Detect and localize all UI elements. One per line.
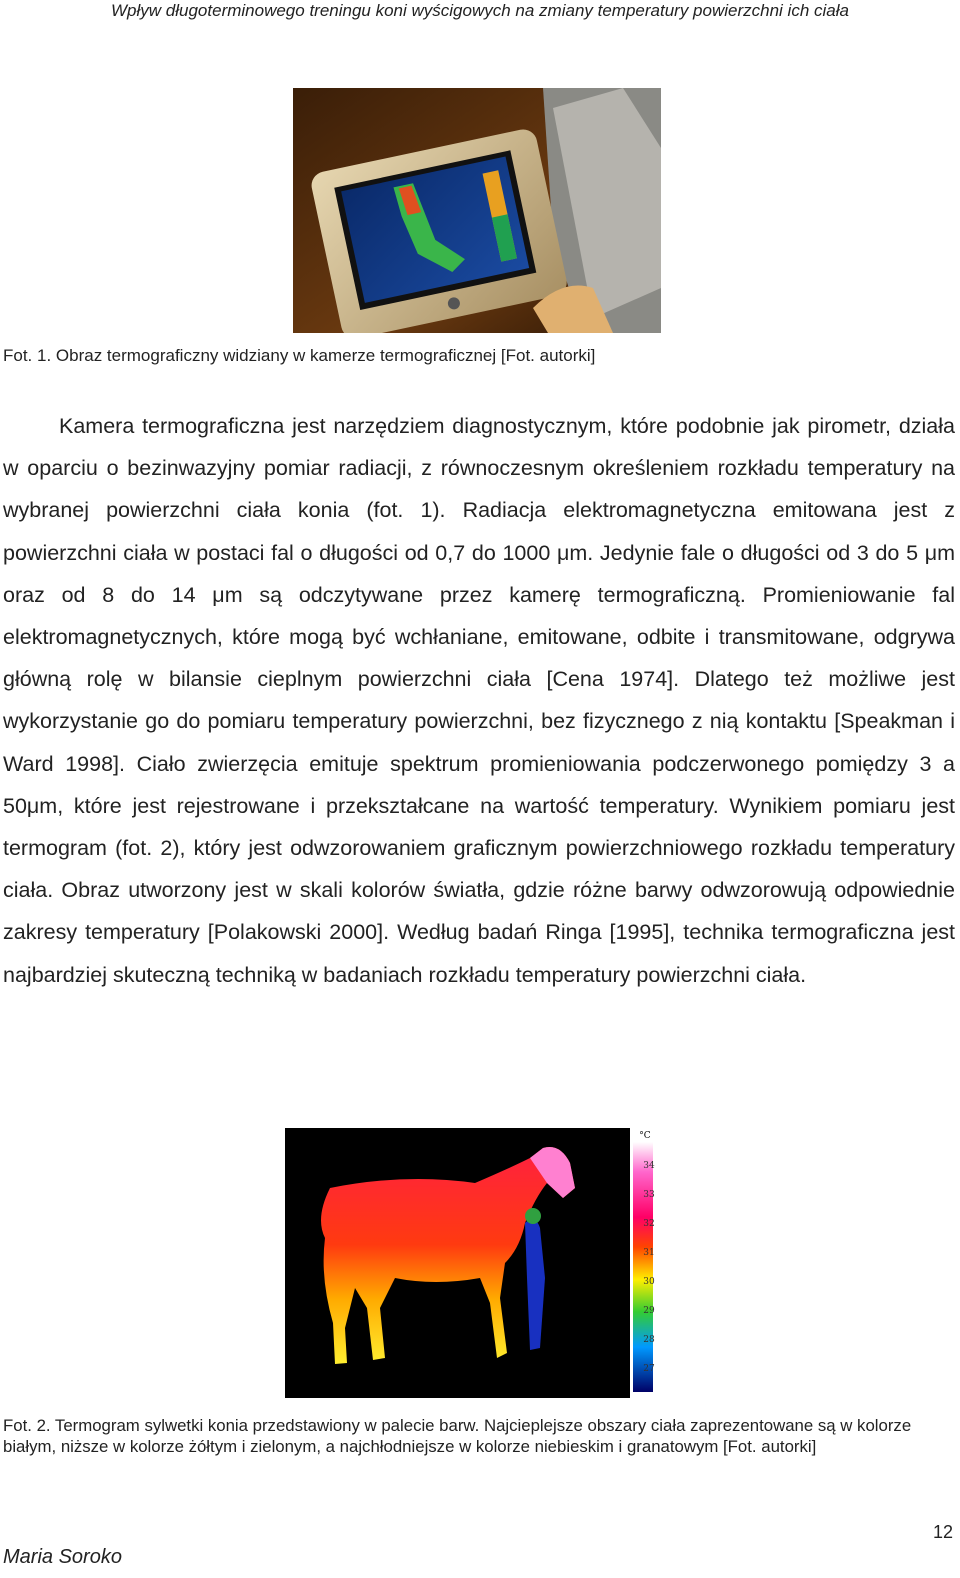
scale-tick-27: 27 bbox=[643, 1364, 655, 1374]
thermal-camera-photo bbox=[293, 88, 661, 333]
body-paragraph bbox=[3, 405, 955, 996]
author-name: Maria Soroko bbox=[3, 1546, 122, 1568]
scale-tick-30: 30 bbox=[643, 1277, 655, 1287]
scale-tick-34: 34 bbox=[643, 1161, 655, 1171]
body-paragraph-text: Kamera termograficzna jest narzędziem diagnostycznym, które podobnie jak pirometr, działa w oparciu o bezinwazyjny pomiar radiacji, z równoczesnym określeniem rozkładu temperatury na wybranej powierzchni ciała konia (fot. 1). Radiacja elektromagnetyczna emitowana jest z powierzchni ciała w postaci fal o długości od 0,7 do 1000 μm. Jedynie fale o długości od 3 do 5 μm oraz od 8 do 14 μm są odczytywane przez kamerę termograficzną. Promieniowanie fal elektromagnetycznych, które mogą być wchłaniane, emitowane, odbite i transmitowane, odgrywa główną rolę w bilansie cieplnym powierzchni ciała [Cena 1974]. Dlatego też możliwe jest wykorzystanie go do pomiaru temperatury powierzchni, bez fizycznego z nią kontaktu [Speakman i Ward 1998]. Ciało zwierzęcia emituje spektrum promieniowania podczerwonego pomiędzy 3 a 50μm, które jest rejestrowane i przekształcane na wartość temperatury. Wynikiem pomiaru jest termogram (fot. 2), który jest odwzorowaniem graficznym powierzchniowego rozkładu temperatury ciała. Obraz utworzony jest w skali kolorów światła, gdzie różne barwy odwzorowują odpowiednie zakresy temperatury [Polakowski 2000]. Według badań Ringa [1995], technika termograficzna jest najbardziej skuteczną techniką w badaniach rozkładu temperatury powierzchni ciała. bbox=[3, 414, 955, 987]
scale-tick-32: 32 bbox=[643, 1219, 655, 1229]
scale-tick-31: 31 bbox=[643, 1248, 655, 1258]
figure2-caption: Fot. 2. Termogram sylwetki konia przedstawiony w palecie barw. Najcieplejsze obszary ciała zaprezentowane są w kolorze białym, niższe w kolorze żółtym i zielonym, a najchłodniejsze w kolorze niebieskim i granatowym [Fot. autorki] bbox=[3, 1416, 912, 1456]
horse-thermogram bbox=[285, 1128, 670, 1398]
page-number: 12 bbox=[932, 1522, 953, 1542]
figure1-caption: Fot. 1. Obraz termograficzny widziany w kamerze termograficznej [Fot. autorki] bbox=[3, 346, 596, 365]
scale-unit: °C bbox=[639, 1131, 651, 1141]
scale-tick-28: 28 bbox=[643, 1335, 655, 1345]
scale-tick-33: 33 bbox=[643, 1190, 655, 1200]
scale-tick-29: 29 bbox=[643, 1306, 655, 1316]
running-title: Wpływ długoterminowego treningu koni wyścigowych na zmiany temperatury powierzchni ich ciała bbox=[111, 1, 849, 20]
